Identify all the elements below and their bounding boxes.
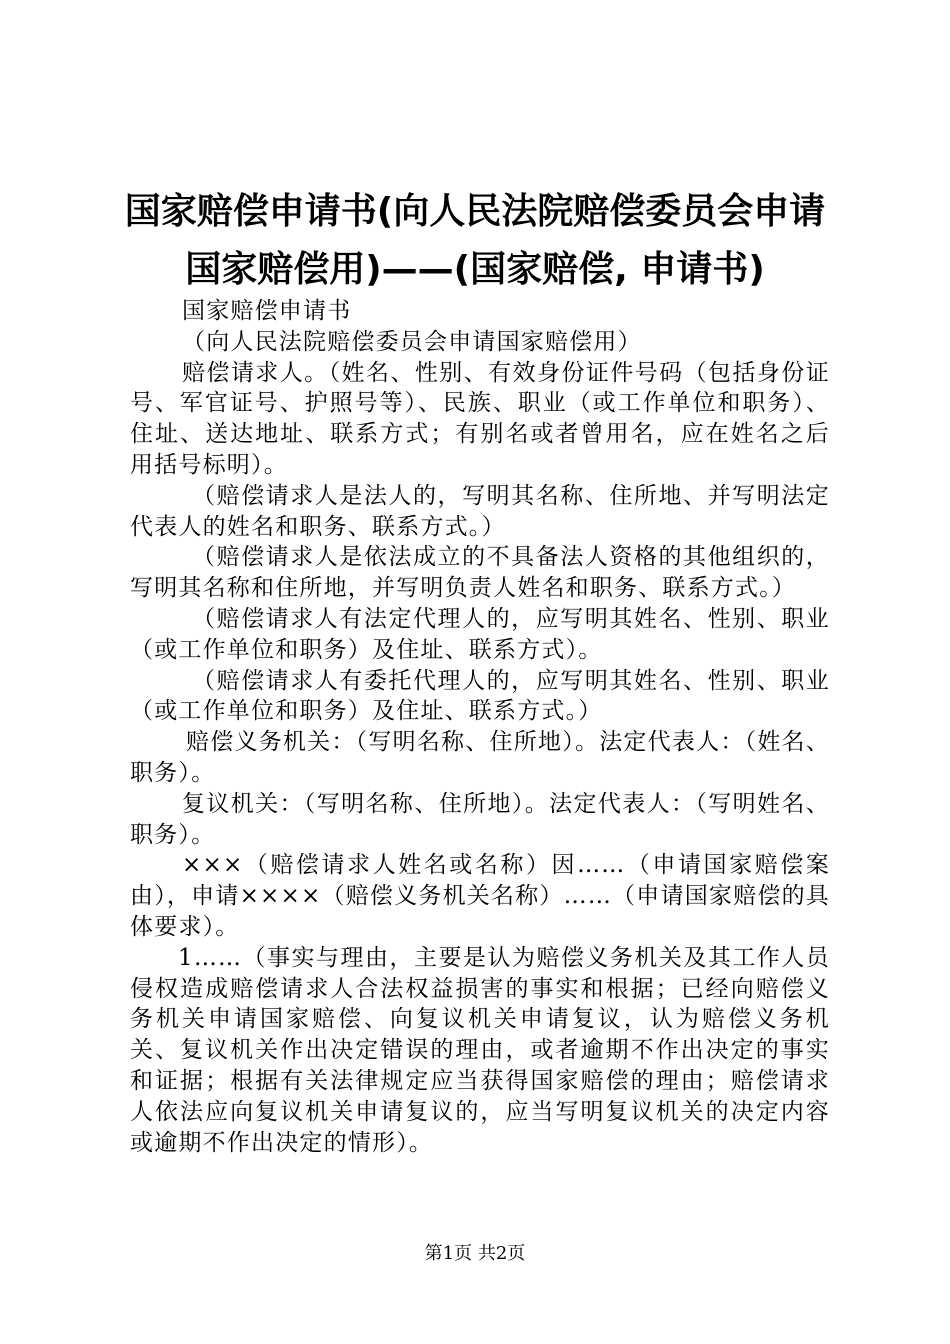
document-title <box>90 183 860 299</box>
paragraph-legal-person: （赔偿请求人是法人的，写明其名称、住所地、并写明法定代表人的姓名和职务、联系方式。） <box>130 482 830 540</box>
form-subtitle: （向人民法院赔偿委员会申请国家赔偿用） <box>182 328 642 355</box>
paragraph-claimant: 赔偿请求人。（姓名、性别、有效身份证件号码（包括身份证号、军官证号、护照号等）、民族、职业（或工作单位和职务）、住址、送达地址、联系方式；有别名或者曾用名，应在姓名之后用括号标明）。 <box>130 359 830 478</box>
paragraph-other-organization: （赔偿请求人是依法成立的不具备法人资格的其他组织的，写明其名称和住所地，并写明负责人姓名和职务、联系方式。） <box>130 544 830 602</box>
form-name: 国家赔偿申请书 <box>182 298 352 324</box>
page-footer: 第1页 共2页 <box>424 1243 526 1264</box>
paragraph-compensation-organ: 赔偿义务机关：（写明名称、住所地）。法定代表人：（姓名、职务）。 <box>130 729 830 786</box>
paragraph-legal-agent: （赔偿请求人有法定代理人的，应写明其姓名、性别、职业（或工作单位和职务）及住址、联系方式）。 <box>130 605 830 663</box>
title-line-2: 国家赔偿用)——(国家赔偿, 申请书) <box>185 249 765 290</box>
document-body <box>130 296 830 1158</box>
paragraph-review-organ: 复议机关：（写明名称、住所地）。法定代表人：（写明姓名、职务）。 <box>130 790 830 848</box>
title-line-1: 国家赔偿申请书(向人民法院赔偿委员会申请 <box>124 191 826 232</box>
paragraph-entrusted-agent: （赔偿请求人有委托代理人的，应写明其姓名、性别、职业（或工作单位和职务）及住址、联系方式。） <box>130 667 830 725</box>
paragraph-request: ×××（赔偿请求人姓名或名称）因……（申请国家赔偿案由），申请××××（赔偿义务机关名称）……（申请国家赔偿的具体要求）。 <box>130 852 830 940</box>
paragraph-facts-reasons: 1……（事实与理由，主要是认为赔偿义务机关及其工作人员侵权造成赔偿请求人合法权益损害的事实和根据；已经向赔偿义务机关申请国家赔偿、向复议机关申请复议，认为赔偿义务机关、复议机关作出决定错误的理由，或者逾期不作出决定的事实和证据；根据有关法律规定应当获得国家赔偿的理由；赔偿请求人依法应向复议机关申请复议的，应当写明复议机关的决定内容或逾期不作出决定的情形）。 <box>130 944 830 1156</box>
